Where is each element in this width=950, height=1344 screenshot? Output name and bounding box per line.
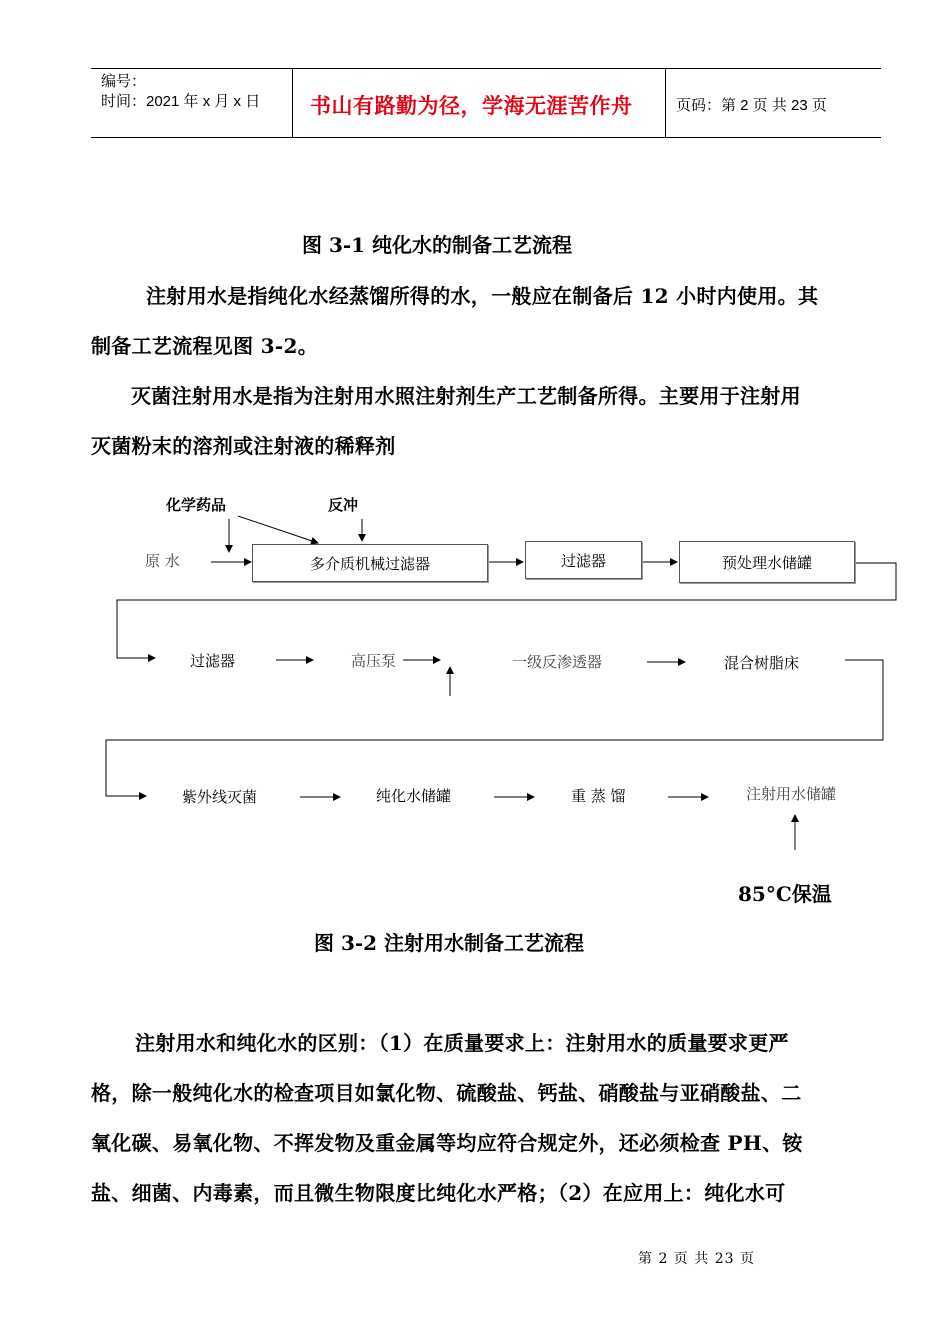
flow-arrow	[238, 516, 318, 543]
paragraph-line: 盐、细菌、内毒素，而且微生物限度比纯化水严格；（2）在应用上：纯化水可	[91, 1181, 786, 1205]
wfi-tank-label: 注射用水储罐	[746, 785, 837, 803]
header-page-label: 页码：第 2 页 共 23 页	[676, 97, 827, 114]
page-footer: 第 2 页 共 23 页	[638, 1251, 755, 1267]
keep-warm-label: 85°C保温	[738, 882, 832, 906]
filter-box: 过滤器	[525, 541, 642, 579]
filter-label: 过滤器	[190, 652, 236, 670]
pure-water-tank-label: 纯化水储罐	[376, 787, 452, 805]
paragraph-line: 氧化碳、易氧化物、不挥发物及重金属等均应符合规定外，还必须检查 PH、铵	[91, 1131, 803, 1155]
paragraph-line: 注射用水和纯化水的区别：（1）在质量要求上：注射用水的质量要求更严	[135, 1031, 789, 1055]
redistillation-label: 重 蒸 馏	[571, 787, 626, 805]
uv-sterilizer-label: 紫外线灭菌	[182, 788, 258, 806]
input-chemicals: 化学药品	[166, 496, 227, 514]
high-pressure-pump-label: 高压泵	[351, 652, 397, 670]
paragraph-line: 灭菌粉末的溶剂或注射液的稀释剂	[91, 434, 396, 458]
paragraph-line: 格，除一般纯化水的检查项目如氯化物、硫酸盐、钙盐、硝酸盐与亚硝酸盐、二	[91, 1081, 802, 1105]
document-date-label: 时间：2021 年 x 月 x 日	[101, 93, 261, 110]
input-backwash: 反冲	[328, 496, 359, 514]
document-number-label: 编号：	[101, 73, 147, 90]
raw-water-label: 原 水	[145, 552, 180, 570]
figure-caption: 图 3-2 注射用水制备工艺流程	[314, 931, 585, 955]
reverse-osmosis-label: 一级反渗透器	[512, 653, 603, 671]
header-motto: 书山有路勤为径，学海无涯苦作舟	[310, 93, 633, 118]
paragraph-line: 灭菌注射用水是指为注射用水照注射剂生产工艺制备所得。主要用于注射用	[131, 384, 801, 408]
flow-connector	[106, 660, 883, 796]
paragraph-line: 制备工艺流程见图 3-2。	[91, 334, 318, 358]
multi-media-filter-box: 多介质机械过滤器	[252, 544, 488, 582]
paragraph-line: 注射用水是指纯化水经蒸馏所得的水，一般应在制备后 12 小时内使用。其	[146, 284, 819, 308]
figure-caption: 图 3-1 纯化水的制备工艺流程	[302, 233, 573, 257]
mixed-resin-bed-label: 混合树脂床	[724, 654, 800, 672]
pretreat-tank-box: 预处理水储罐	[679, 541, 855, 583]
